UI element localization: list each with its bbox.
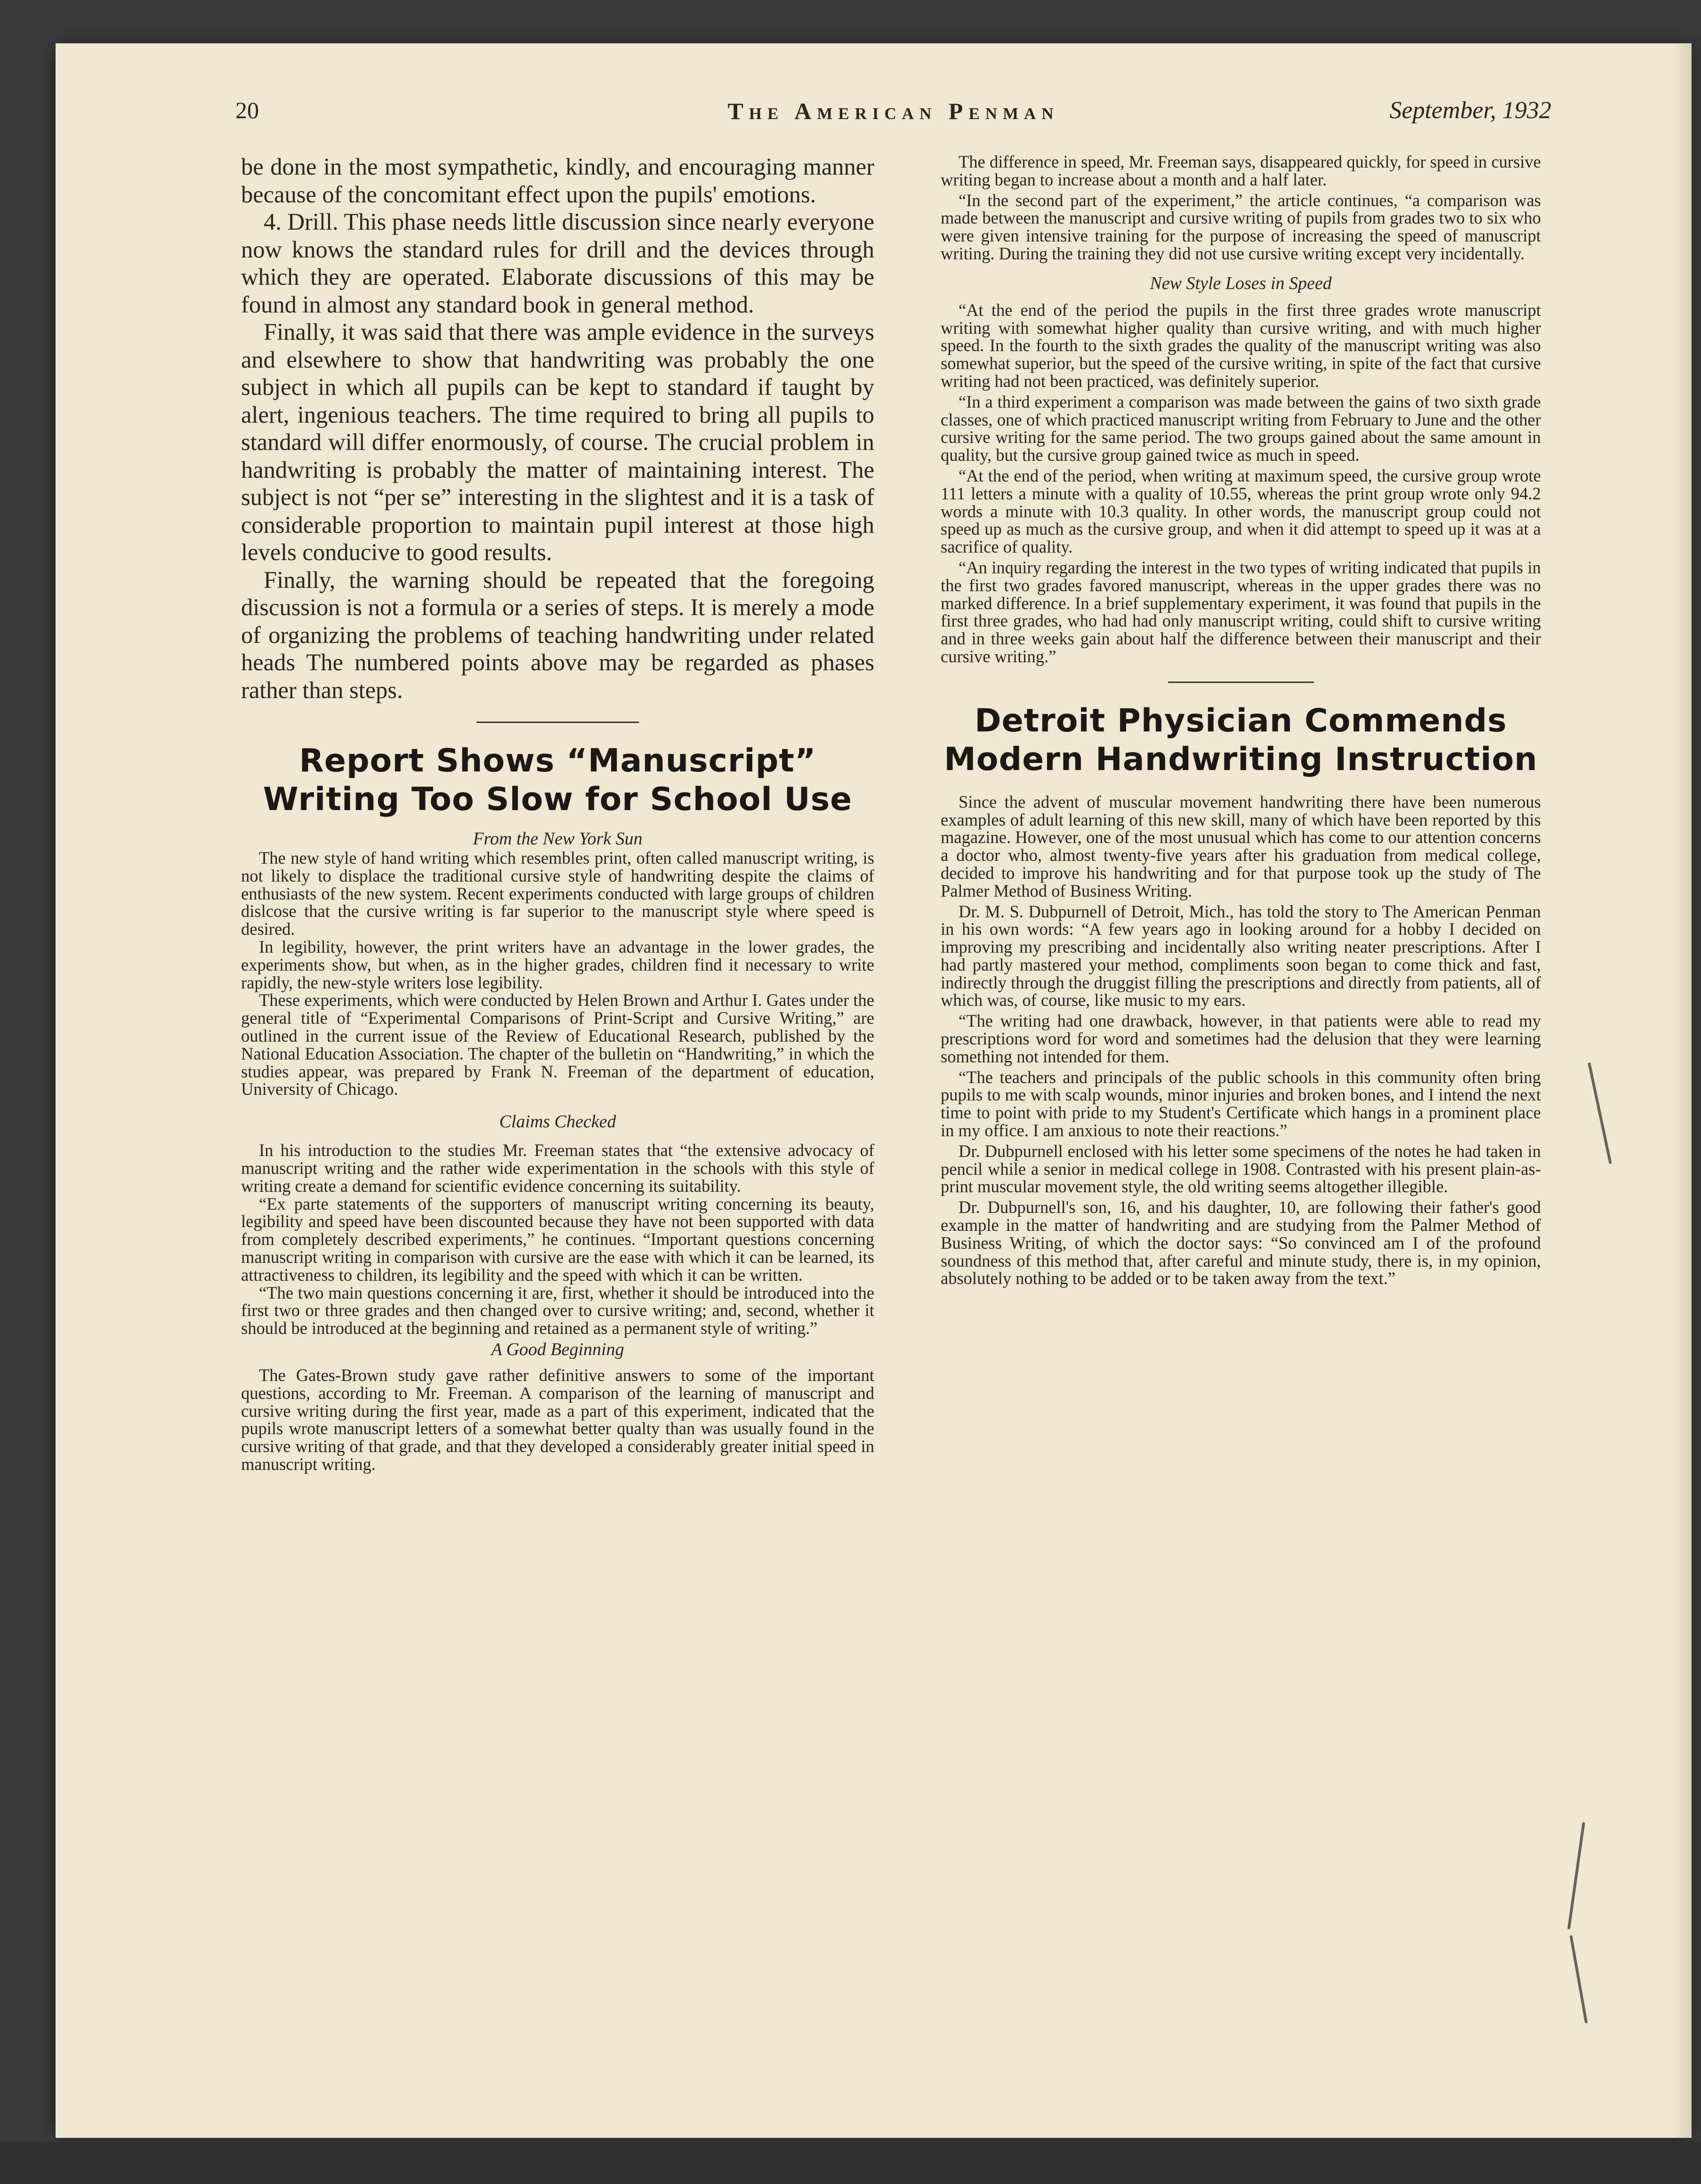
page-edge-shadow [1673, 43, 1692, 2138]
paragraph: Dr. Dubpurnell enclosed with his letter some specimens of the notes he had taken in pencil while a senior in medical college in 1908. Contrasted with his present plain-as-print muscular movement style, the old writing seems altogether illegible. [941, 1141, 1541, 1196]
article-detroit-physician [941, 702, 1541, 1288]
paragraph: “At the end of the period the pupils in the first three grades wrote manuscript writing with somewhat higher quality than cursive writing, and with much higher speed. In the fourth to the sixth grades the quality of the manuscript writing was also somewhat superior, but the speed of the cursive writing, in spite of the fact that cursive writing had not been practiced, was definitely superior. [941, 300, 1541, 391]
publication-title: The American Penman [727, 98, 1059, 124]
paragraph: “An inquiry regarding the interest in the two types of writing indicated that pupils in the first two grades favored manuscript, whereas in the upper grades there was no marked difference. In a brief supplementary experiment, it was found that pupils in the first three grades, who had had only manuscript writing, could shift to cursive writing and in three weeks gain about half the difference between their manuscript and their cursive writing.” [941, 557, 1541, 666]
paragraph: “The two main questions concerning it are, first, whether it should be introduced into the first two or three grades and then changed over to cursive writing; and, second, whether it should be introduced at the beginning and retained as a permanent style of writing.” [241, 1283, 874, 1338]
paragraph: Finally, it was said that there was ample evidence in the surveys and elsewhere to show that handwriting was probably the one subject in which all pupils can be kept to standard if taught by alert, ingenious teachers. The time required to bring all pupils to standard will differ enormously, of course. The crucial problem in handwriting is probably the matter of maintaining interest. The subject is not “per se” interesting in the slightest and it is a task of considerable proportion to maintain pupil interest at those high levels conducive to good results. [241, 319, 874, 565]
article-body [241, 849, 874, 1473]
subheading-claims-checked: Claims Checked [499, 1112, 616, 1132]
article-headline-line2: Writing Too Slow for School Use [263, 781, 853, 818]
paragraph: “The teachers and principals of the public schools in this community often bring pupils to me with scalp wounds, minor injuries and broken bones, and I intend the next time to point with pride to my Student's Certificate which hangs in a prominent place in my office. I am anxious to note their reactions.” [941, 1067, 1541, 1140]
article-source: From the New York Sun [473, 829, 643, 849]
article-body [941, 793, 1541, 1288]
article-headline-line1: Report Shows “Manuscript” [299, 742, 816, 779]
paragraph: Dr. Dubpurnell's son, 16, and his daughter, 10, are following their father's good example in the matter of handwriting and are studying from the Palmer Method of Business Writing, of which the doctor says: “So convinced am I of the profound soundness of this method that, after careful and minute study, there is, in my opinion, absolutely nothing to be added or to be taken away from the text.” [941, 1197, 1541, 1288]
subheading-new-style: New Style Loses in Speed [1150, 273, 1332, 293]
paragraph: In legibility, however, the print writers have an advantage in the lower grades, the experiments show, but when, as in the higher grades, children find it necessary to write rapidly, the new-style writers lose legibility. [241, 937, 874, 992]
subheading-good-beginning: A Good Beginning [491, 1339, 624, 1359]
paragraph: Since the advent of muscular movement handwriting there have been numerous examples of adult learning of this new skill, many of which have been reported by this magazine. However, one of the most unusual which has come to our attention concerns a doctor who, almost twenty-five years after his graduation from medical college, decided to improve his handwriting and for that purpose took up the study of The Palmer Method of Business Writing. [941, 792, 1541, 900]
paragraph: be done in the most sympathetic, kindly, and encouraging manner because of the concomitant effect upon the pupils' emotions. [241, 153, 874, 208]
page-number: 20 [235, 97, 259, 123]
paragraph: “In a third experiment a comparison was made between the gains of two sixth grade classes, one of which practiced manuscript writing from February to June and the other cursive writing for the same period. The two groups gained about the same amount in quality, but the cursive group gained twice as much in speed. [941, 392, 1541, 465]
left-column [241, 153, 874, 1473]
paragraph: The new style of hand writing which resembles print, often called manuscript writing, is not likely to displace the traditional cursive style of handwriting despite the claims of enthusiasts of the new system. Recent experiments conducted with large groups of children dislcose that the cursive writing is far superior to the manuscript style where speed is desired. [241, 848, 874, 939]
continued-article [241, 153, 874, 704]
paragraph: “In the second part of the experiment,” the article continues, “a comparison was made between the manuscript and cursive writing of pupils from grades two to six who were given intensive training for the purpose of increasing the speed of manuscript writing. During the training they did not use cursive writing except very incidentally. [941, 190, 1541, 263]
issue-date: September, 1932 [1389, 97, 1551, 124]
scan-bottom-border [0, 2142, 1701, 2184]
running-header [235, 96, 1551, 129]
paragraph: “The writing had one drawback, however, in that patients were able to read my prescriptions word for word and sometimes had the delusion that they were learning something not intended for them. [941, 1011, 1541, 1066]
paragraph: The Gates-Brown study gave rather definitive answers to some of the important questions, according to Mr. Freeman. A comparison of the learning of manuscript and cursive writing during the first year, made as a part of this experiment, indicated that the pupils wrote manuscript letters of a somewhat better qualty than was usually found in the cursive writing of that grade, and that they developed a considerably greater initial speed in manuscript writing. [241, 1365, 874, 1474]
paragraph: The difference in speed, Mr. Freeman says, disappeared quickly, for speed in cursive writing began to increase about a month and a half later. [941, 152, 1541, 189]
article-headline-line1: Detroit Physician Commends [975, 702, 1507, 739]
article-continuation [941, 153, 1541, 666]
section-divider [476, 722, 639, 723]
right-column [941, 153, 1541, 1287]
paragraph: “Ex parte statements of the supporters of manuscript writing concerning its beauty, legibility and speed have been discounted because they have not been supported with data from completely described experiments,” he continues. “Important questions concerning manuscript writing in comparison with cursive are the ease with which it can be learned, its attractiveness to children, its legibility and the speed with which it can be written. [241, 1194, 874, 1285]
paragraph: In his introduction to the studies Mr. Freeman states that “the extensive advocacy of manuscript writing and the rather wide experimentation in the schools with this style of writing create a demand for scientific evidence concerning its suitability. [241, 1140, 874, 1196]
paragraph: 4. Drill. This phase needs little discussion since nearly everyone now knows the standard rules for drill and the devices through which they are operated. Elaborate discussions of this may be found in almost any standard book in general method. [241, 209, 874, 318]
article-headline-line2: Modern Handwriting Instruction [944, 740, 1538, 778]
section-divider [1168, 682, 1314, 683]
paragraph: Finally, the warning should be repeated that the foregoing discussion is not a formula or a series of steps. It is merely a mode of organizing the problems of teaching handwriting under related heads The numbered points above may be regarded as phases rather than steps. [241, 566, 874, 703]
paragraph: Dr. M. S. Dubpurnell of Detroit, Mich., has told the story to The American Penman in his own words: “A few years ago in looking around for a hobby I decided on improving my prescribing and incidentally also writing neater prescriptions. After I had partly mastered your method, compliments soon began to come thick and fast, indirectly through the druggist filling the prescriptions and directly from patients, all of which was, of course, like music to my ears. [941, 901, 1541, 1010]
paragraph: These experiments, which were conducted by Helen Brown and Arthur I. Gates under the general title of “Experimental Comparisons of Print-Script and Cursive Writing,” are outlined in the current issue of the Review of Educational Research, published by the National Education Association. The chapter of the bulletin on “Handwriting,” in which the studies appear, was prepared by Frank N. Freeman of the department of education, University of Chicago. [241, 990, 874, 1099]
article-manuscript-writing [241, 742, 874, 1473]
paragraph: “At the end of the period, when writing at maximum speed, the cursive group wrote 111 letters a minute with a quality of 10.55, whereas the print group wrote only 94.2 words a minute with 10.3 quality. In other words, the manuscript group could not speed up as much as the cursive group, and when it did attempt to speed up it was at a sacrifice of quality. [941, 466, 1541, 557]
